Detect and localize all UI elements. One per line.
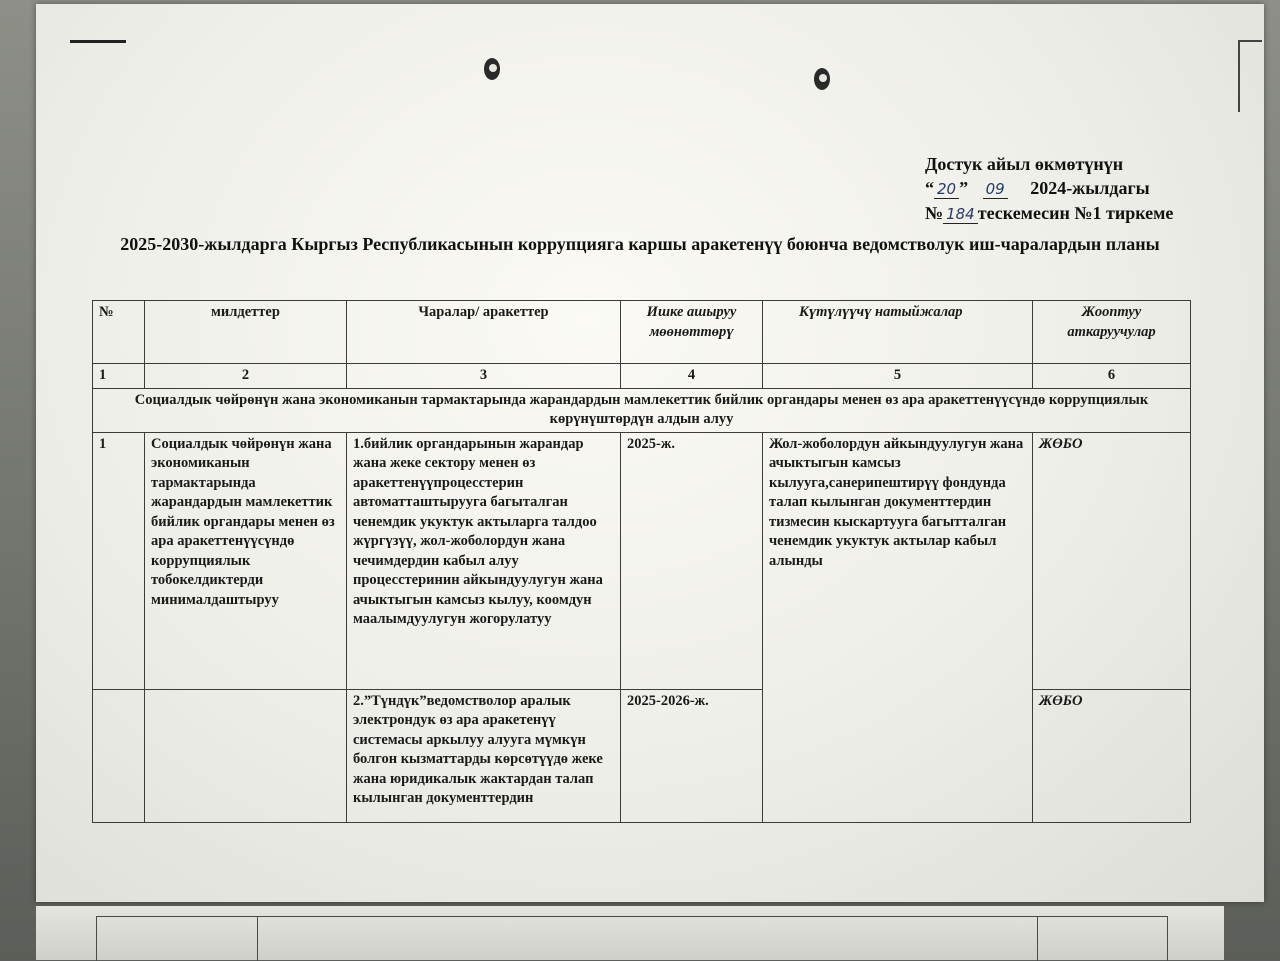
row-number xyxy=(93,689,145,822)
next-page-edge xyxy=(36,906,1224,960)
table-row xyxy=(93,432,1191,689)
col-number: 5 xyxy=(763,364,1033,389)
row-action: 1.бийлик органдарынын жарандар жана жеке сектору менен өз аракеттенүүпроцесстерин автоматташтырууга багыталган ченемдик укуктук актыларга талдоо жүргүзүү, жол-жоболордун жана чечимдердин кабыл алуу процесстеринин айкындуулугун жана ачыктыгын камсыз кылуу, коомдун маалымдуулугун жогорулатуу xyxy=(347,432,621,689)
plan-table xyxy=(92,300,1191,823)
annex-line-1: Достук айыл өкмөтүнүн xyxy=(925,154,1124,174)
page-corner-edge xyxy=(1238,40,1262,112)
handwritten-number: 184 xyxy=(943,205,978,224)
handwritten-month: 09 xyxy=(983,180,1008,199)
row-result: Жол-жоболордун айкындуулугун жана ачыктыгын камсыз кылууга,санерипештирүү фондунда талап кылынган документтердин тизмесин кыскартууга багытталган ченемдик укуктук актылар кабыл алынды xyxy=(763,432,1033,822)
row-task: Социалдык чөйрөнүн жана экономиканын тармактарында жарандардын мамлекеттик бийлик органдары менен өз ара аракеттенүүсүндө коррупциялык тобокелдиктерди минималдаштыруу xyxy=(145,432,347,689)
row-term: 2025-ж. xyxy=(621,432,763,689)
column-number-row xyxy=(93,364,1191,389)
row-responsible: ЖӨБО xyxy=(1033,432,1191,689)
header-responsible: Жооптуу аткаруучулар xyxy=(1033,301,1191,364)
hole-punch-mark xyxy=(814,68,830,90)
header-number: № xyxy=(93,301,145,364)
quote-close: ” xyxy=(959,178,969,198)
annex-block xyxy=(925,152,1173,226)
quote-open: “ xyxy=(925,178,934,198)
document-title: 2025-2030-жылдарга Кыргыз Республикасынын коррупцияга каршы аракетенүү боюнча ведомстволук иш-чаралардын планы xyxy=(120,234,1160,254)
section-row xyxy=(93,388,1191,432)
annex-line-2 xyxy=(925,176,1173,201)
row-responsible: ЖӨБО xyxy=(1033,689,1191,822)
col-number: 2 xyxy=(145,364,347,389)
row-task xyxy=(145,689,347,822)
header-results: Күтүлүүчү натыйжалар xyxy=(763,301,1033,364)
annex-year: 2024-жылдагы xyxy=(1030,178,1150,198)
header-tasks: милдеттер xyxy=(145,301,347,364)
header-terms: Ишке ашыруу мөөнөттөрү xyxy=(621,301,763,364)
col-number: 3 xyxy=(347,364,621,389)
page-mark xyxy=(70,40,126,43)
section-heading: Социалдык чөйрөнүн жана экономиканын тармактарында жарандардын мамлекеттик бийлик органдары менен өз ара аракеттенүүсүндө коррупциялык көрүнүштөрдүн алдын алуу xyxy=(93,388,1191,432)
table-header-row xyxy=(93,301,1191,364)
row-term: 2025-2026-ж. xyxy=(621,689,763,822)
annex-line-3 xyxy=(925,201,1173,226)
row-action: 2.”Түндүк”ведомстволор аралык электрондук өз ара аракетенүү системасы аркылуу алууга мүмкүн болгон кызматтарды көрсөтүүдө жеке жана юридикалык жактардан талап кылынган документтердин xyxy=(347,689,621,822)
col-number: 6 xyxy=(1033,364,1191,389)
col-number: 1 xyxy=(93,364,145,389)
annex-order-text: тескемесин №1 тиркеме xyxy=(977,203,1174,223)
hole-punch-mark xyxy=(484,58,500,80)
header-actions: Чаралар/ аракеттер xyxy=(347,301,621,364)
col-number: 4 xyxy=(621,364,763,389)
number-sign: № xyxy=(925,203,944,223)
row-number: 1 xyxy=(93,432,145,689)
handwritten-day: 20 xyxy=(934,180,959,199)
